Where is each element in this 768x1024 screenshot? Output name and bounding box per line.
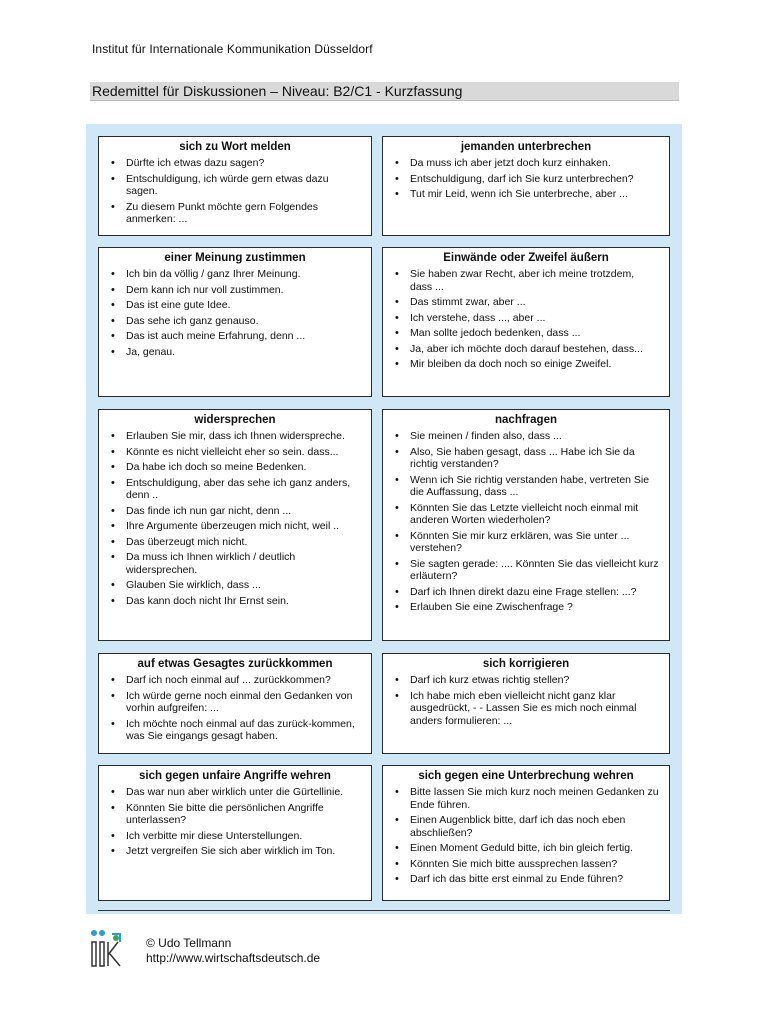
box-title: sich gegen eine Unterbrechung wehren [418, 770, 634, 782]
phrase-item: • Sie sagten gerade: .... Könnten Sie das vielleicht kurz erläutern? [393, 558, 659, 583]
box-title: nachfragen [495, 414, 557, 426]
phrase-item: • Ihre Argumente überzeugen mich nicht, weil .. [109, 520, 361, 533]
iik-logo-icon [90, 928, 126, 968]
box-title: jemanden unterbrechen [460, 141, 592, 153]
phrase-item: • Sie haben zwar Recht, aber ich meine trotzdem, dass ... [393, 268, 659, 293]
phrase-item: • Das sehe ich ganz genauso. [109, 315, 361, 328]
phrase-item: • Könnte es nicht vielleicht eher so sein. dass... [109, 446, 361, 459]
box-sich-korrigieren [382, 653, 670, 754]
box-auf-gesagtes-zurueckkommen [98, 653, 372, 754]
phrase-item: • Ich verbitte mir diese Unterstellungen. [109, 830, 361, 843]
box-unterbrechung-wehren [382, 765, 670, 901]
phrase-item: • Sie meinen / finden also, dass ... [393, 430, 659, 443]
box-sich-zu-wort-melden [98, 136, 372, 236]
phrase-item: • Das war nun aber wirklich unter die Gürtellinie. [109, 786, 361, 799]
phrase-item: • Ja, aber ich möchte doch darauf bestehen, dass... [393, 343, 659, 356]
box-widersprechen [98, 409, 372, 641]
phrase-item: • Könnten Sie mich bitte aussprechen lassen? [393, 858, 659, 871]
phrase-item: • Bitte lassen Sie mich kurz noch meinen Gedanken zu Ende führen. [393, 786, 659, 811]
box-nachfragen [382, 409, 670, 641]
phrase-item: • Das kann doch nicht Ihr Ernst sein. [109, 595, 361, 608]
phrase-item: • Zu diesem Punkt möchte gern Folgendes anmerken: ... [109, 201, 361, 226]
phrase-list [109, 786, 361, 858]
footer-divider [98, 910, 670, 911]
phrase-item: • Ich verstehe, dass ..., aber ... [393, 312, 659, 325]
phrase-item: • Jetzt vergreifen Sie sich aber wirklich im Ton. [109, 845, 361, 858]
phrase-item: • Einen Moment Geduld bitte, ich bin gleich fertig. [393, 842, 659, 855]
phrase-item: • Wenn ich Sie richtig verstanden habe, vertreten Sie die Auffassung, dass ... [393, 474, 659, 499]
box-title: sich korrigieren [482, 658, 570, 670]
phrase-item: • Erlauben Sie mir, dass ich Ihnen widerspreche. [109, 430, 361, 443]
phrase-item: • Darf ich noch einmal auf ... zurückkommen? [109, 674, 361, 687]
box-title: sich gegen unfaire Angriffe wehren [139, 770, 331, 782]
phrase-list [109, 157, 361, 226]
phrase-item: • Ich möchte noch einmal auf das zurück-kommen, was Sie eingangs gesagt haben. [109, 718, 361, 743]
box-unfaire-angriffe [98, 765, 372, 901]
phrase-item: • Tut mir Leid, wenn ich Sie unterbreche, aber ... [393, 188, 659, 201]
phrase-list [393, 430, 659, 614]
box-title: sich zu Wort melden [179, 141, 291, 153]
box-title: auf etwas Gesagtes zurückkommen [137, 658, 333, 670]
phrase-item: • Könnten Sie mir kurz erklären, was Sie unter ... verstehen? [393, 530, 659, 555]
box-einwaende-zweifel [382, 247, 670, 397]
phrase-item: • Könnten Sie das Letzte vielleicht noch einmal mit anderen Worten wiederholen? [393, 502, 659, 527]
phrase-item: • Dürfte ich etwas dazu sagen? [109, 157, 361, 170]
phrase-item: • Ich würde gerne noch einmal den Gedanken von vorhin aufgreifen: ... [109, 690, 361, 715]
phrase-item: • Das überzeugt mich nicht. [109, 536, 361, 549]
phrase-list [393, 157, 659, 201]
phrase-item: • Da muss ich aber jetzt doch kurz einhaken. [393, 157, 659, 170]
phrase-item: • Erlauben Sie eine Zwischenfrage ? [393, 601, 659, 614]
phrase-item: • Das ist auch meine Erfahrung, denn ... [109, 330, 361, 343]
phrase-item: • Entschuldigung, darf ich Sie kurz unterbrechen? [393, 173, 659, 186]
phrase-list [109, 268, 361, 358]
phrase-item: • Entschuldigung, ich würde gern etwas dazu sagen. [109, 173, 361, 198]
website-link[interactable]: http://www.wirtschaftsdeutsch.de [146, 951, 321, 965]
phrase-item: • Da muss ich Ihnen wirklich / deutlich widersprechen. [109, 551, 361, 576]
phrase-item: • Da habe ich doch so meine Bedenken. [109, 461, 361, 474]
box-einer-meinung-zustimmen [98, 247, 372, 397]
phrase-list [393, 268, 659, 371]
phrase-item: • Glauben Sie wirklich, dass ... [109, 579, 361, 592]
phrase-list [393, 786, 659, 886]
phrase-item: • Das finde ich nun gar nicht, denn ... [109, 505, 361, 518]
footer-credits [146, 936, 320, 966]
box-title: widersprechen [194, 414, 276, 426]
box-title: Einwände oder Zweifel äußern [443, 252, 609, 264]
copyright-text: © Udo Tellmann [146, 936, 232, 950]
phrase-list [393, 674, 659, 727]
phrase-item: • Ja, genau. [109, 346, 361, 359]
phrase-list [109, 674, 361, 743]
phrase-item: • Einen Augenblick bitte, darf ich das noch eben abschließen? [393, 814, 659, 839]
phrase-item: • Ich bin da völlig / ganz Ihrer Meinung. [109, 268, 361, 281]
title-bar [90, 82, 679, 101]
document-title: Redemittel für Diskussionen – Niveau: B2/C1 - Kurzfassung [92, 83, 463, 99]
phrase-item: • Also, Sie haben gesagt, dass ... Habe ich Sie da richtig verstanden? [393, 446, 659, 471]
phrase-item: • Man sollte jedoch bedenken, dass ... [393, 327, 659, 340]
phrase-item: • Dem kann ich nur voll zustimmen. [109, 284, 361, 297]
phrase-item: • Ich habe mich eben vielleicht nicht ganz klar ausgedrückt, - - Lassen Sie es mich noch einmal anders formulieren: ... [393, 690, 659, 728]
phrase-item: • Darf ich das bitte erst einmal zu Ende führen? [393, 873, 659, 886]
phrase-item: • Darf ich kurz etwas richtig stellen? [393, 674, 659, 687]
phrase-item: • Das ist eine gute Idee. [109, 299, 361, 312]
phrase-list [109, 430, 361, 607]
box-jemanden-unterbrechen [382, 136, 670, 236]
box-title: einer Meinung zustimmen [164, 252, 306, 264]
phrase-item: • Das stimmt zwar, aber ... [393, 296, 659, 309]
phrase-item: • Mir bleiben da doch noch so einige Zweifel. [393, 358, 659, 371]
phrase-item: • Darf ich Ihnen direkt dazu eine Frage stellen: ...? [393, 586, 659, 599]
institute-name: Institut für Internationale Kommunikation Düsseldorf [92, 42, 373, 56]
phrase-item: • Entschuldigung, aber das sehe ich ganz anders, denn .. [109, 477, 361, 502]
phrase-item: • Könnten Sie bitte die persönlichen Angriffe unterlassen? [109, 802, 361, 827]
